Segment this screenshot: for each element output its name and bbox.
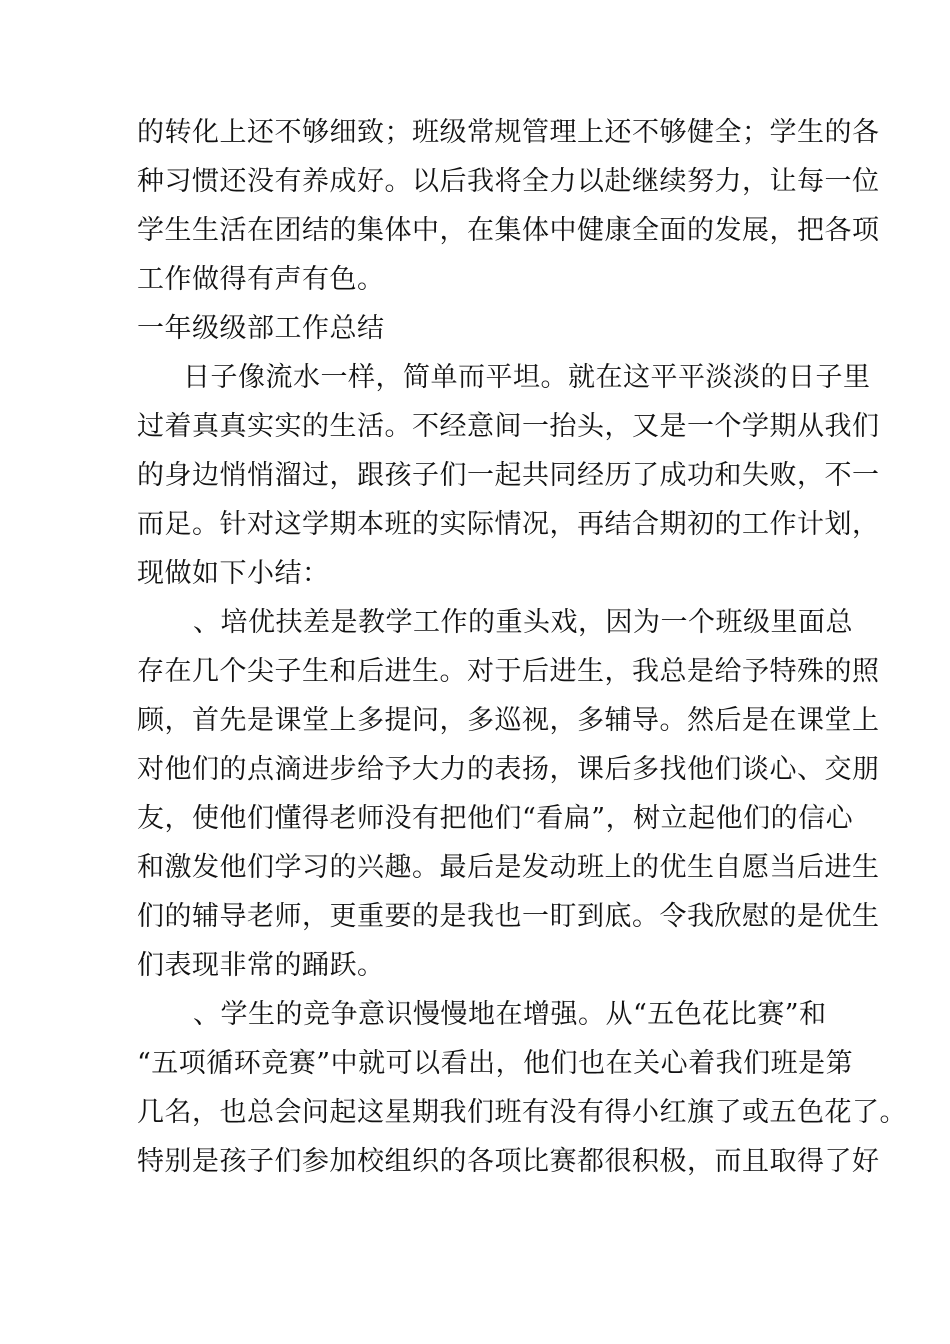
text-line: “五项循环竞赛”中就可以看出，他们也在关心着我们班是第 — [137, 1048, 854, 1079]
text-line: 友，使他们懂得老师没有把他们“看扁”，树立起他们的信心 — [137, 803, 854, 834]
text-line: 工作做得有声有色。 — [137, 264, 385, 295]
text-line: 学生生活在团结的集体中，在集体中健康全面的发展，把各项 — [137, 215, 880, 246]
text-line: 存在几个尖子生和后进生。对于后进生，我总是给予特殊的照 — [137, 656, 880, 687]
text-line: 们表现非常的踊跃。 — [137, 950, 385, 981]
text-line: 特别是孩子们参加校组织的各项比赛都很积极，而且取得了好 — [137, 1146, 880, 1177]
text-line: 过着真真实实的生活。不经意间一抬头，又是一个学期从我们 — [137, 411, 880, 442]
text-line: 种习惯还没有养成好。以后我将全力以赴继续努力，让每一位 — [137, 166, 880, 197]
section-heading: 一年级级部工作总结 — [137, 313, 385, 344]
text-line: 们的辅导老师，更重要的是我也一盯到底。令我欣慰的是优生 — [137, 901, 880, 932]
text-line: 对他们的点滴进步给予大力的表扬，课后多找他们谈心、交朋 — [137, 754, 880, 785]
document-body — [137, 108, 907, 1186]
text-line: 的转化上还不够细致；班级常规管理上还不够健全；学生的各 — [137, 117, 880, 148]
text-line: 、培优扶差是教学工作的重头戏，因为一个班级里面总 — [193, 607, 853, 638]
text-line: 和激发他们学习的兴趣。最后是发动班上的优生自愿当后进生 — [137, 852, 880, 883]
text-line: 日子像流水一样，简单而平坦。就在这平平淡淡的日子里 — [183, 362, 871, 393]
text-line: 、学生的竞争意识慢慢地在增强。从“五色花比赛”和 — [193, 999, 827, 1030]
text-line: 几名，也总会问起这星期我们班有没有得小红旗了或五色花了。 — [137, 1097, 907, 1128]
text-line: 而足。针对这学期本班的实际情况，再结合期初的工作计划， — [137, 509, 880, 540]
text-line: 现做如下小结： — [137, 558, 330, 589]
text-line: 顾，首先是课堂上多提问，多巡视，多辅导。然后是在课堂上 — [137, 705, 880, 736]
text-line: 的身边悄悄溜过，跟孩子们一起共同经历了成功和失败，不一 — [137, 460, 880, 491]
